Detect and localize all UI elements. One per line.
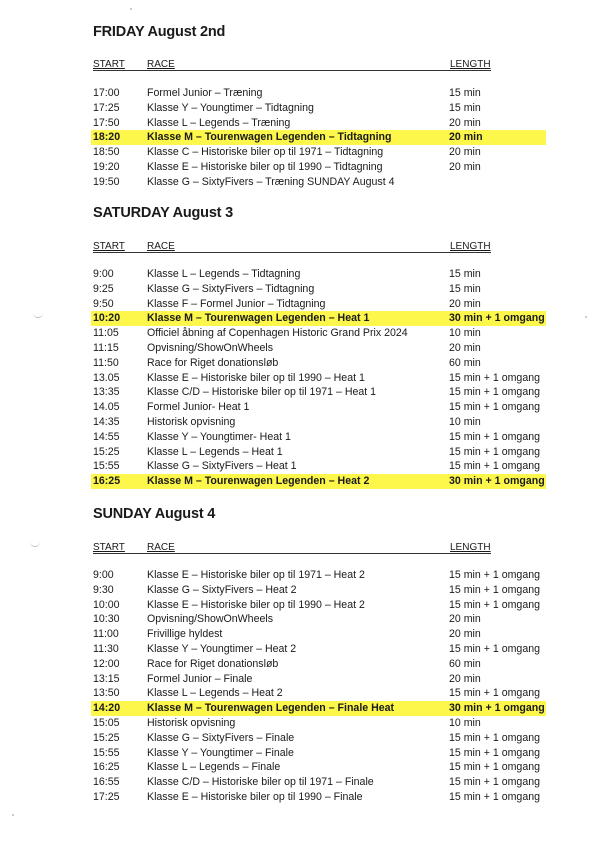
- race-length: 15 min + 1 omgang: [449, 445, 540, 458]
- race-length: 20 min: [449, 131, 483, 144]
- column-header-saturday: [93, 239, 491, 253]
- schedule-row: [91, 790, 551, 805]
- schedule-row-highlighted: [91, 474, 546, 489]
- start-time: 15:55: [93, 746, 120, 759]
- schedule-row: [91, 326, 551, 341]
- race-name: Klasse G – SixtyFivers – Tidtagning: [147, 282, 315, 295]
- header-race: RACE: [147, 59, 175, 70]
- race-length: 15 min + 1 omgang: [449, 430, 540, 443]
- race-length: 15 min + 1 omgang: [449, 761, 540, 774]
- schedule-row: [91, 160, 551, 175]
- race-name: Klasse L – Legends – Heat 1: [147, 445, 283, 458]
- start-time: 15:05: [93, 716, 120, 729]
- race-name: Klasse M – Tourenwagen Legenden – Heat 2: [147, 475, 370, 488]
- start-time: 16:25: [93, 475, 121, 488]
- schedule-row: [91, 341, 551, 356]
- race-name: Klasse C/D – Historiske biler op til 1971 – Finale: [147, 776, 374, 789]
- schedule-row: [91, 746, 551, 761]
- schedule-row: [91, 672, 551, 687]
- race-length: 10 min: [449, 327, 481, 340]
- header-rule: [93, 553, 491, 554]
- race-length: 15 min + 1 omgang: [449, 687, 540, 700]
- start-time: 17:25: [93, 790, 120, 803]
- schedule-row: [91, 760, 551, 775]
- race-name: Race for Riget donationsløb: [147, 657, 279, 670]
- race-length: 15 min + 1 omgang: [449, 401, 540, 414]
- race-length: 60 min: [449, 657, 481, 670]
- schedule-row: [91, 459, 551, 474]
- schedule-row: [91, 686, 551, 701]
- race-name: Klasse C – Historiske biler op til 1971 – Tidtagning: [147, 146, 384, 159]
- header-race: RACE: [147, 542, 175, 553]
- start-time: 13.05: [93, 371, 120, 384]
- schedule-row: [91, 415, 551, 430]
- race-name: Klasse E – Historiske biler op til 1990 – Finale: [147, 790, 363, 803]
- schedule-row: [91, 568, 551, 583]
- start-time: 14:55: [93, 430, 120, 443]
- race-name: Klasse L – Legends – Tidtagning: [147, 268, 301, 280]
- schedule-row: [91, 430, 551, 445]
- race-length: 15 min + 1 omgang: [449, 371, 540, 384]
- race-name: Klasse M – Tourenwagen Legenden – Finale Heat: [147, 702, 395, 715]
- race-name: Klasse M – Tourenwagen Legenden – Tidtagning: [147, 131, 392, 144]
- race-length: 15 min + 1 omgang: [449, 776, 540, 789]
- schedule-friday: [91, 86, 551, 190]
- start-time: 10:00: [93, 598, 120, 611]
- schedule-row: [91, 297, 551, 312]
- start-time: 13:35: [93, 386, 120, 399]
- schedule-row: [91, 642, 551, 657]
- start-time: 16:25: [93, 761, 120, 774]
- race-name: Formel Junior – Træning: [147, 87, 263, 99]
- race-length: 15 min + 1 omgang: [449, 598, 540, 611]
- race-name: Opvisning/ShowOnWheels: [147, 613, 274, 626]
- start-time: 11:50: [93, 356, 119, 369]
- start-time: 9:00: [93, 268, 114, 280]
- race-name: Officiel åbning af Copenhagen Historic Grand Prix 2024: [147, 327, 408, 340]
- schedule-row: [91, 267, 551, 282]
- race-name: Formel Junior – Finale: [147, 672, 253, 685]
- race-length: 30 min + 1 omgang: [449, 475, 545, 488]
- race-name: Frivillige hyldest: [147, 628, 223, 641]
- header-length: LENGTH: [450, 59, 491, 70]
- day-title-sunday: SUNDAY August 4: [93, 506, 216, 522]
- schedule-row: [91, 282, 551, 297]
- race-length: 15 min + 1 omgang: [449, 386, 540, 399]
- start-time: 18:50: [93, 146, 120, 159]
- header-rule: [93, 252, 491, 253]
- race-length: 60 min: [449, 356, 481, 369]
- start-time: 14:35: [93, 415, 120, 428]
- start-time: 17:00: [93, 87, 120, 99]
- race-length: 15 min + 1 omgang: [449, 569, 540, 581]
- race-name: Klasse F – Formel Junior – Tidtagning: [147, 297, 326, 310]
- race-name: Klasse Y – Youngtimer – Tidtagning: [147, 101, 314, 114]
- race-name: Klasse L – Legends – Heat 2: [147, 687, 283, 700]
- race-length: 20 min: [449, 628, 481, 641]
- start-time: 15:55: [93, 460, 120, 473]
- race-length: 15 min + 1 omgang: [449, 746, 540, 759]
- scan-mark: [30, 541, 40, 547]
- race-length: 15 min + 1 omgang: [449, 583, 540, 596]
- schedule-row: [91, 101, 551, 116]
- race-length: 15 min: [449, 87, 481, 99]
- start-time: 19:20: [93, 160, 120, 173]
- start-time: 11:30: [93, 642, 119, 655]
- schedule-row: [91, 400, 551, 415]
- start-time: 17:25: [93, 101, 120, 114]
- race-length: 15 min + 1 omgang: [449, 642, 540, 655]
- schedule-row: [91, 116, 551, 131]
- race-length: 15 min + 1 omgang: [449, 460, 540, 473]
- race-length: 15 min: [449, 282, 481, 295]
- start-time: 19:50: [93, 175, 120, 188]
- start-time: 18:20: [93, 131, 121, 144]
- start-time: 9:00: [93, 569, 114, 581]
- start-time: 14.05: [93, 401, 120, 414]
- schedule-sunday: [91, 568, 551, 805]
- race-name: Klasse M – Tourenwagen Legenden – Heat 1: [147, 312, 370, 325]
- schedule-row: [91, 731, 551, 746]
- column-header-friday: [93, 57, 491, 71]
- race-name: Klasse G – SixtyFivers – Heat 1: [147, 460, 297, 473]
- start-time: 13:15: [93, 672, 120, 685]
- schedule-row: [91, 612, 551, 627]
- start-time: 16:55: [93, 776, 120, 789]
- race-name: Klasse L – Legends – Finale: [147, 761, 281, 774]
- race-length: 20 min: [449, 146, 481, 159]
- race-name: Klasse E – Historiske biler op til 1990 – Heat 2: [147, 598, 365, 611]
- schedule-row: [91, 175, 551, 190]
- race-name: Historisk opvisning: [147, 716, 236, 729]
- start-time: 14:20: [93, 702, 121, 715]
- race-name: Klasse Y – Youngtimer – Finale: [147, 746, 294, 759]
- schedule-row-highlighted: [91, 311, 546, 326]
- start-time: 15:25: [93, 731, 120, 744]
- start-time: 9:50: [93, 297, 114, 310]
- race-name: Formel Junior- Heat 1: [147, 401, 250, 414]
- race-length: 20 min: [449, 160, 481, 173]
- schedule-row: [91, 657, 551, 672]
- race-name: Klasse Y – Youngtimer – Heat 2: [147, 642, 297, 655]
- header-rule: [93, 70, 491, 71]
- start-time: 9:30: [93, 583, 114, 596]
- race-length: 20 min: [449, 672, 481, 685]
- race-length: 10 min: [449, 415, 481, 428]
- race-length: 15 min: [449, 101, 481, 114]
- start-time: 10:20: [93, 312, 121, 325]
- start-time: 15:25: [93, 445, 120, 458]
- scan-dot: [12, 814, 14, 816]
- column-header-sunday: [93, 540, 491, 554]
- race-name: Historisk opvisning: [147, 415, 236, 428]
- race-name: Klasse E – Historiske biler op til 1990 – Heat 1: [147, 371, 365, 384]
- race-name: Race for Riget donationsløb: [147, 356, 279, 369]
- header-start: START: [93, 542, 125, 553]
- schedule-row: [91, 775, 551, 790]
- start-time: 11:05: [93, 327, 119, 340]
- start-time: 13:50: [93, 687, 120, 700]
- schedule-row: [91, 86, 551, 101]
- race-name: Klasse G – SixtyFivers – Heat 2: [147, 583, 297, 596]
- start-time: 11:00: [93, 628, 119, 641]
- header-start: START: [93, 59, 125, 70]
- header-race: RACE: [147, 241, 175, 252]
- race-length: 15 min + 1 omgang: [449, 731, 540, 744]
- scan-dot: [585, 316, 587, 318]
- scan-mark: [33, 312, 43, 318]
- race-name: Klasse C/D – Historiske biler op til 1971 – Heat 1: [147, 386, 377, 399]
- race-length: 30 min + 1 omgang: [449, 702, 545, 715]
- start-time: 9:25: [93, 282, 114, 295]
- race-length: 20 min: [449, 613, 481, 626]
- schedule-row: [91, 583, 551, 598]
- race-length: 15 min + 1 omgang: [449, 790, 540, 803]
- schedule-row: [91, 371, 551, 386]
- start-time: 11:15: [93, 341, 119, 354]
- schedule-row: [91, 627, 551, 642]
- race-length: 20 min: [449, 297, 481, 310]
- race-length: 20 min: [449, 116, 481, 129]
- race-length: 15 min: [449, 268, 481, 280]
- schedule-row: [91, 145, 551, 160]
- start-time: 17:50: [93, 116, 120, 129]
- race-name: Klasse G – SixtyFivers – Finale: [147, 731, 295, 744]
- start-time: 12:00: [93, 657, 120, 670]
- schedule-row-highlighted: [91, 701, 546, 716]
- day-title-saturday: SATURDAY August 3: [93, 205, 234, 221]
- schedule-row: [91, 445, 551, 460]
- race-length: 30 min + 1 omgang: [449, 312, 545, 325]
- schedule-row-highlighted: [91, 130, 546, 145]
- schedule-row: [91, 356, 551, 371]
- schedule-saturday: [91, 267, 551, 489]
- race-length: 10 min: [449, 716, 481, 729]
- header-start: START: [93, 241, 125, 252]
- race-name: Klasse E – Historiske biler op til 1990 – Tidtagning: [147, 160, 383, 173]
- schedule-row: [91, 716, 551, 731]
- race-name: Klasse E – Historiske biler op til 1971 – Heat 2: [147, 569, 365, 581]
- scan-dot: [130, 8, 132, 10]
- start-time: 10:30: [93, 613, 120, 626]
- race-name: Opvisning/ShowOnWheels: [147, 341, 274, 354]
- race-name: Klasse G – SixtyFivers – Træning SUNDAY August 4: [147, 175, 395, 188]
- header-length: LENGTH: [450, 241, 491, 252]
- schedule-row: [91, 598, 551, 613]
- schedule-row: [91, 385, 551, 400]
- race-length: 20 min: [449, 341, 481, 354]
- day-title-friday: FRIDAY August 2nd: [93, 24, 226, 40]
- race-name: Klasse L – Legends – Træning: [147, 116, 291, 129]
- race-name: Klasse Y – Youngtimer- Heat 1: [147, 430, 291, 443]
- header-length: LENGTH: [450, 542, 491, 553]
